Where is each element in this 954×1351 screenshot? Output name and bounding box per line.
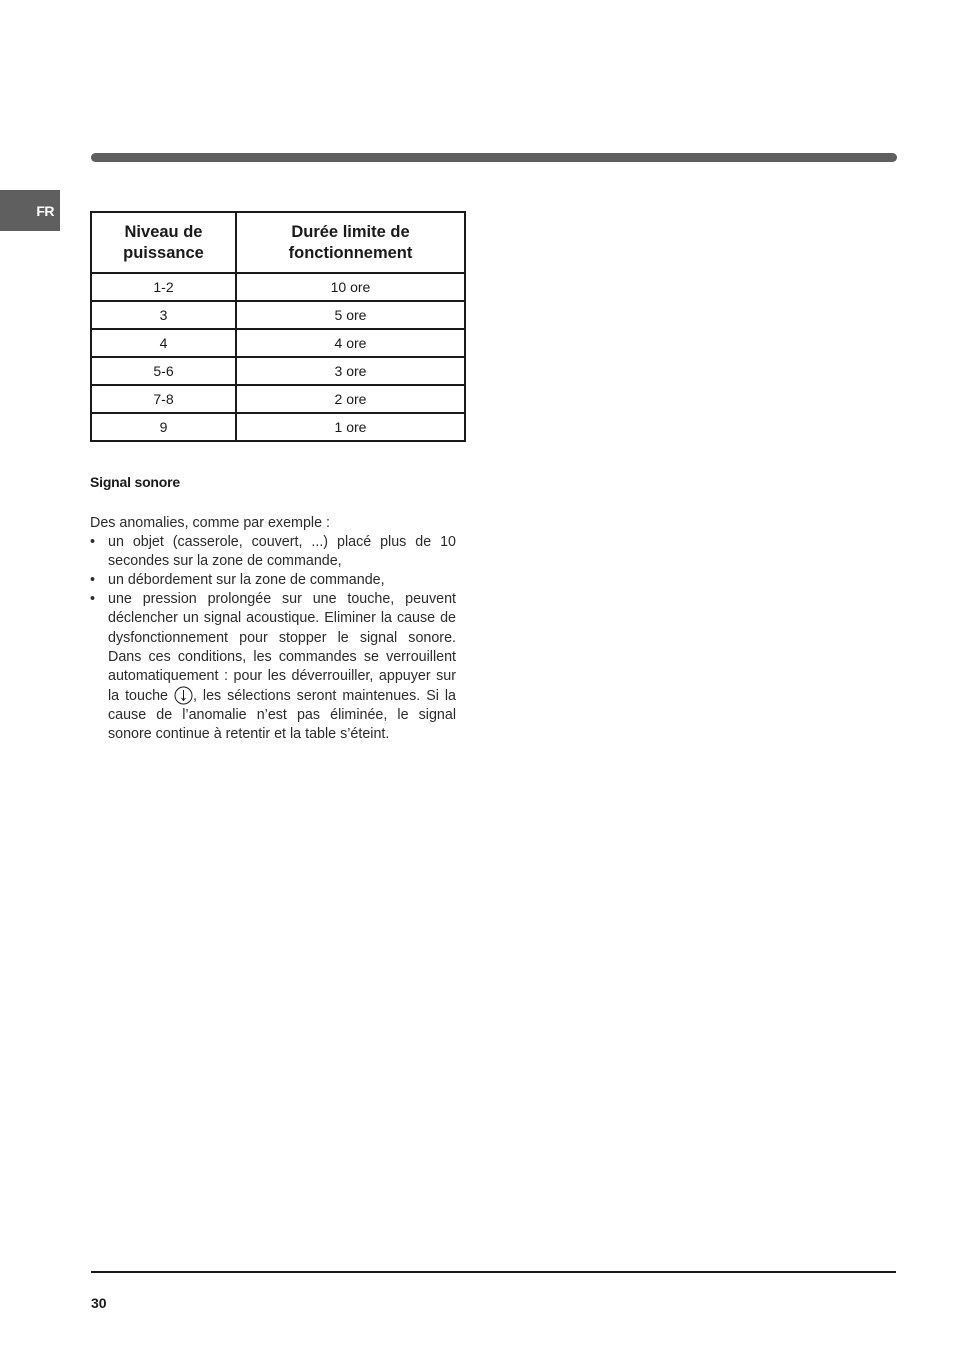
list-item-text: une pression prolongée sur une touche, peuvent déclencher un signal acoustique. Eliminer la cause de dysfonctionnement pour stopper le signal sonore. Dans ces conditions, les commandes se verrouillent automatiquement : pour les déverrouiller, appuyer sur la touche [108,591,456,704]
duration-cell: 4 ore [236,329,465,357]
duration-cell: 2 ore [236,385,465,413]
power-level-cell: 4 [91,329,236,357]
list-item [90,590,456,744]
anomaly-list [90,533,456,744]
language-label: FR [36,202,54,219]
table-row [91,301,465,329]
duration-cell: 10 ore [236,273,465,301]
column-header-power-level: Niveau de puissance [91,212,236,273]
table-row [91,385,465,413]
list-item-text-continued: , les sélections seront maintenues. Si la cause de l’anomalie n’est pas éliminée, le signal sonore continue à retentir et la table s’éteint. [108,687,456,743]
table-header-row [91,212,465,273]
list-item: • un débordement sur la zone de commande, [90,571,456,590]
table-row [91,357,465,385]
power-level-cell: 5-6 [91,357,236,385]
power-duration-table [90,211,466,442]
power-key-icon [174,686,193,705]
footer-rule [91,1271,896,1273]
power-level-cell: 9 [91,413,236,441]
column-header-duration: Durée limite de fonctionnement [236,212,465,273]
duration-cell: 3 ore [236,357,465,385]
language-tab [0,190,60,231]
intro-text: Des anomalies, comme par exemple : [90,515,330,531]
table-row [91,273,465,301]
table-row [91,329,465,357]
header-rule [91,153,897,162]
power-level-cell: 7-8 [91,385,236,413]
power-level-cell: 1-2 [91,273,236,301]
duration-cell: 5 ore [236,301,465,329]
list-item: • un objet (casserole, couvert, ...) placé plus de 10 secondes sur la zone de commande, [90,533,456,571]
section-body [90,514,456,744]
section-title: Signal sonore [90,474,180,490]
page-number: 30 [91,1295,107,1311]
power-level-cell: 3 [91,301,236,329]
table-row [91,413,465,441]
duration-cell: 1 ore [236,413,465,441]
